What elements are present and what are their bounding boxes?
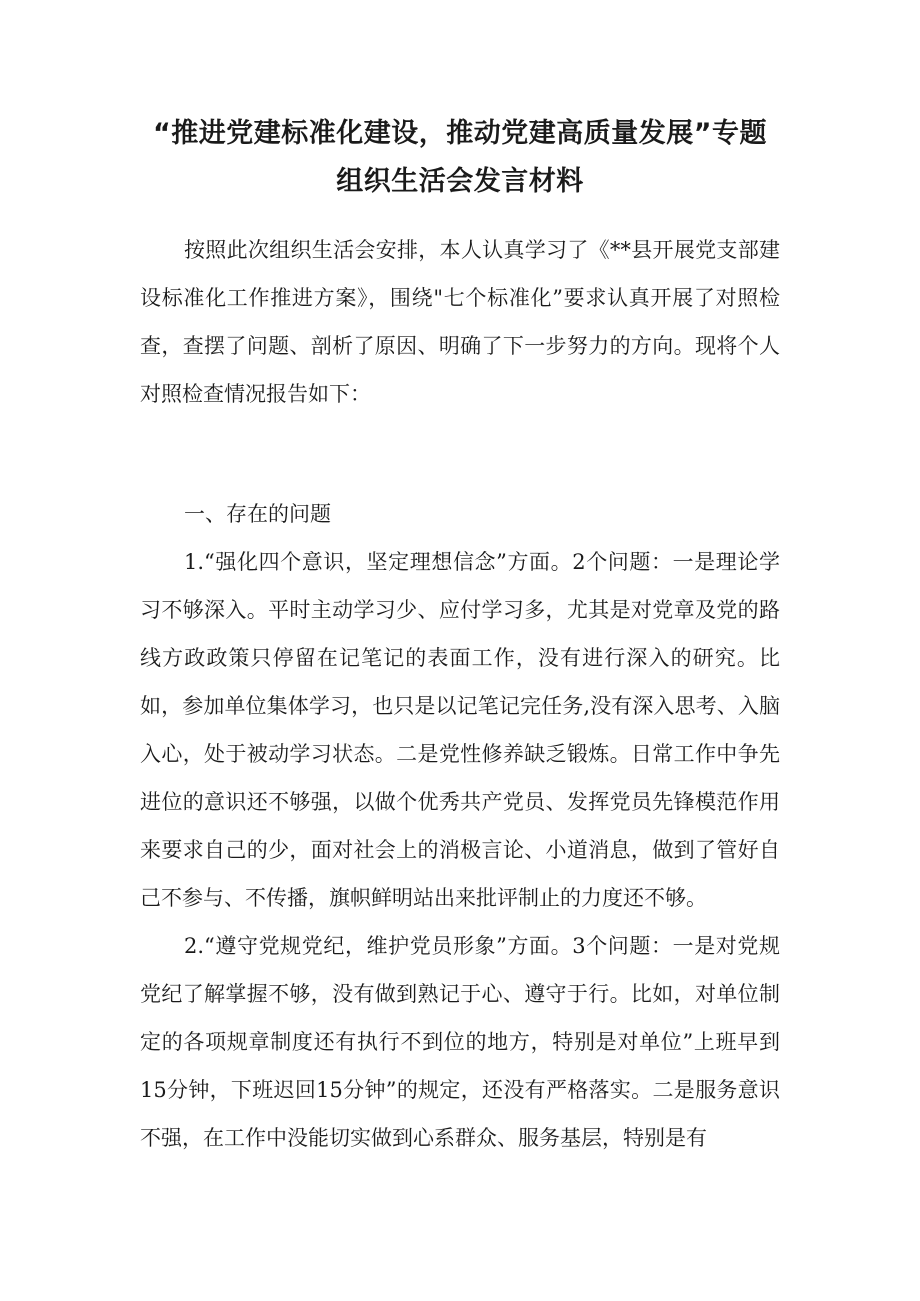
- intro-paragraph: 按照此次组织生活会安排，本人认真学习了《**县开展党支部建设标准化工作推进方案》，围绕"七个标准化”要求认真开展了对照检查，查摆了问题、剖析了原因、明确了下一步努力的方向。现将个人对照检查情况报告如下：: [140, 238, 780, 406]
- section-heading: 一、存在的问题: [184, 502, 331, 526]
- point-2-paragraph: 2.“遵守党规党纪，维护党员形象”方面。3个问题：一是对党规党纪了解掌握不够，没有做到熟记于心、遵守于行。比如，对单位制定的各项规章制度还有执行不到位的地方，特别是对单位”上班早到15分钟，下班迟回15分钟”的规定，还没有严格落实。二是服务意识不强，在工作中没能切实做到心系群众、服务基层，特别是有: [140, 934, 780, 1150]
- point-1-paragraph: 1.“强化四个意识，坚定理想信念”方面。2个问题：一是理论学习不够深入。平时主动学习少、应付学习多，尤其是对党章及党的路线方政政策只停留在记笔记的表面工作，没有进行深入的研究。比如，参加单位集体学习，也只是以记笔记完任务,没有深入思考、入脑入心，处于被动学习状态。二是党性修养缺乏锻炼。日常工作中争先进位的意识还不够强，以做个优秀共产党员、发挥党员先锋模范作用来要求自己的少，面对社会上的消极言论、小道消息，做到了管好自己不参与、不传播，旗帜鲜明站出来批评制止的力度还不够。: [140, 550, 780, 910]
- document-title: “推进党建标准化建设，推动党建高质量发展”专题组织生活会发言材料: [153, 118, 767, 197]
